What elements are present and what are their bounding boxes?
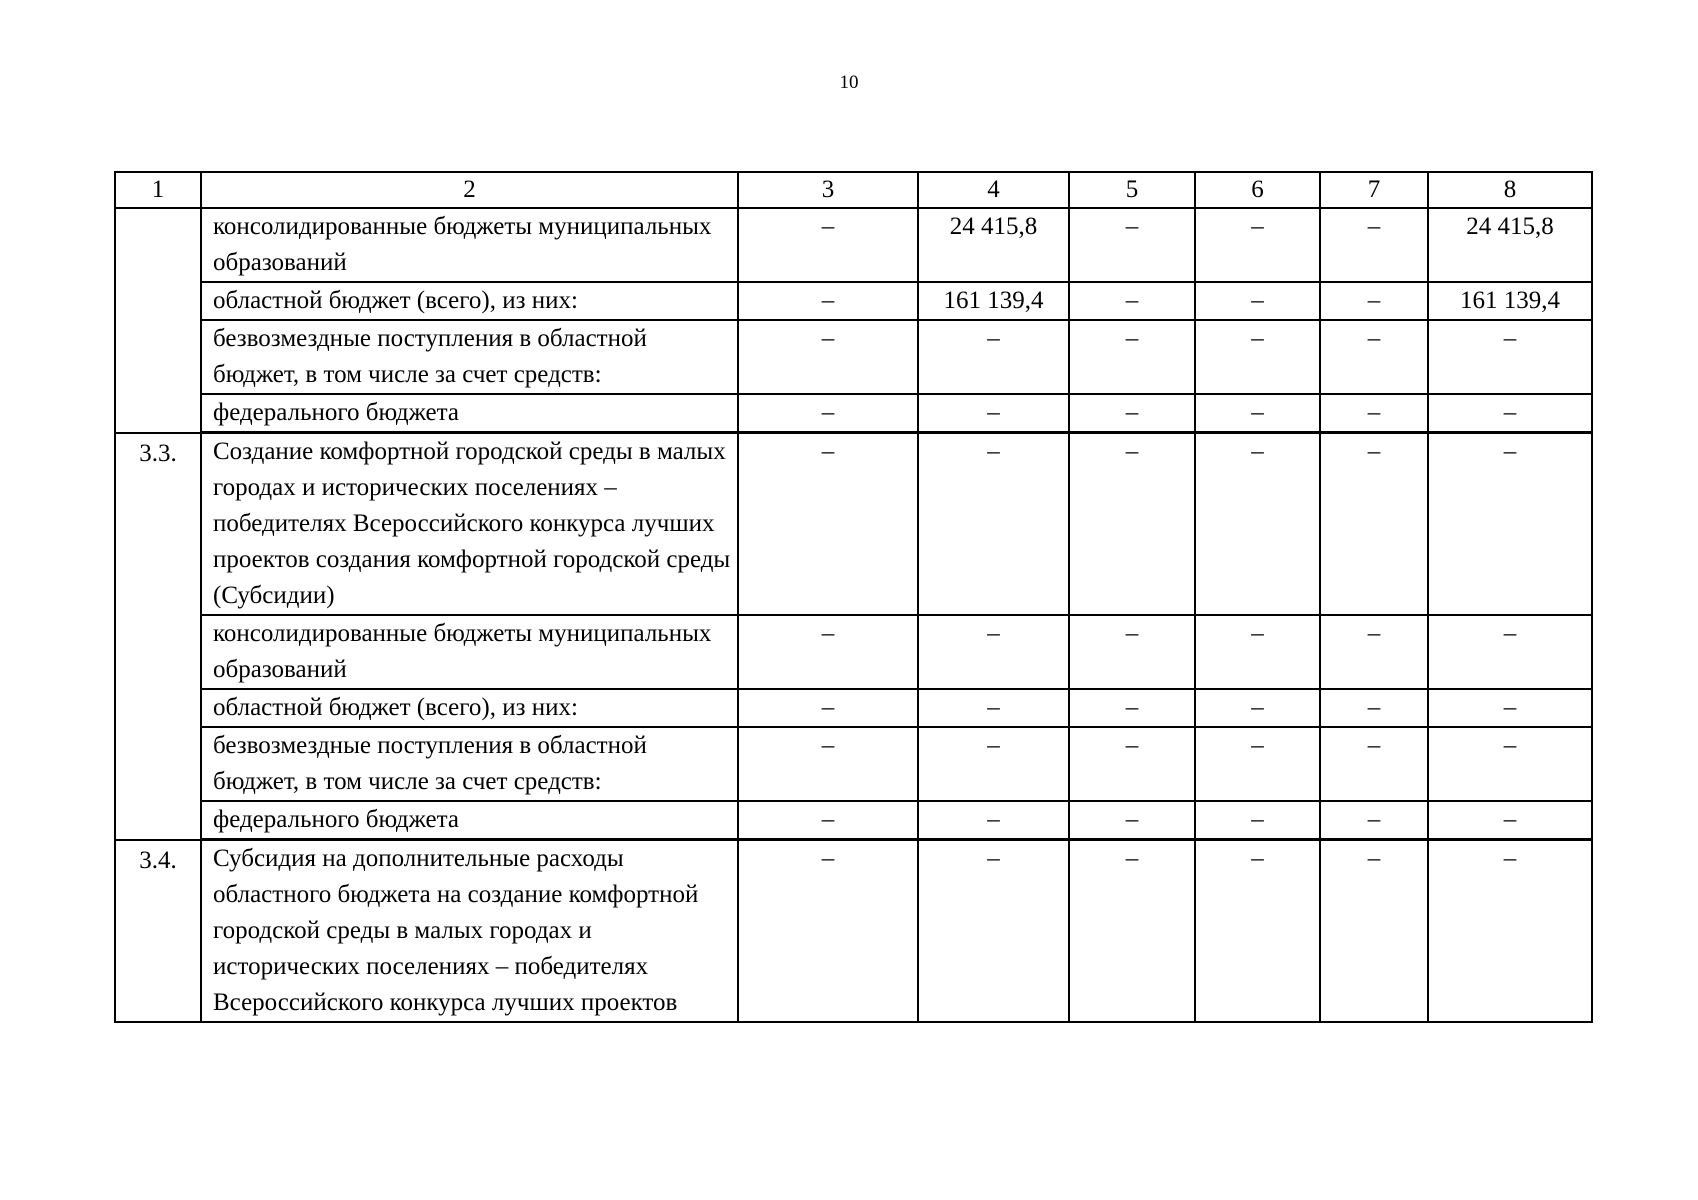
value-cell: – (1428, 801, 1592, 840)
value-cell: – (1195, 320, 1320, 394)
value-cell: – (738, 840, 918, 1023)
header-cell: 6 (1195, 172, 1320, 208)
value-cell: – (918, 840, 1069, 1023)
value-cell: – (1195, 208, 1320, 282)
value-cell: – (738, 320, 918, 394)
row-number-cell: 3.4. (115, 840, 201, 1023)
value-cell: – (1069, 282, 1195, 320)
row-description: областной бюджет (всего), из них: (201, 689, 738, 727)
value-cell: – (1320, 801, 1428, 840)
table-row (115, 840, 1592, 1023)
value-cell: – (738, 801, 918, 840)
value-cell: – (1320, 320, 1428, 394)
value-cell: – (1428, 840, 1592, 1023)
page-number: 10 (839, 72, 859, 93)
row-description: консолидированные бюджеты муниципальных образований (201, 615, 738, 689)
row-description: безвозмездные поступления в областной бюджет, в том числе за счет средств: (201, 727, 738, 801)
table-row (115, 615, 1592, 689)
row-number-cell (115, 208, 201, 433)
value-cell: – (738, 615, 918, 689)
value-cell: – (1428, 320, 1592, 394)
value-cell: – (1069, 615, 1195, 689)
value-cell: – (1320, 727, 1428, 801)
value-cell: – (1195, 840, 1320, 1023)
value-cell: – (1195, 615, 1320, 689)
value-cell: – (1195, 727, 1320, 801)
value-cell: – (738, 433, 918, 616)
value-cell: – (918, 615, 1069, 689)
value-cell: 161 139,4 (1428, 282, 1592, 320)
table-row (115, 689, 1592, 727)
value-cell: – (918, 433, 1069, 616)
value-cell: – (738, 689, 918, 727)
value-cell: – (1069, 394, 1195, 433)
table-header-row (115, 172, 1592, 208)
row-description: консолидированные бюджеты муниципальных образований (201, 208, 738, 282)
value-cell: – (1320, 208, 1428, 282)
value-cell: – (1320, 689, 1428, 727)
value-cell: – (1069, 433, 1195, 616)
row-description: Создание комфортной городской среды в малых городах и исторических поселениях – победителях Всероссийского конкурса лучших проектов создания комфортной городской среды (Субсидии) (201, 433, 738, 616)
value-cell: – (1428, 433, 1592, 616)
header-cell: 8 (1428, 172, 1592, 208)
header-cell: 7 (1320, 172, 1428, 208)
row-number-cell: 3.3. (115, 433, 201, 840)
header-cell: 4 (918, 172, 1069, 208)
value-cell: – (738, 208, 918, 282)
header-cell: 3 (738, 172, 918, 208)
row-description: федерального бюджета (201, 801, 738, 840)
value-cell: – (918, 689, 1069, 727)
row-description: Субсидия на дополнительные расходы областного бюджета на создание комфортной городской среды в малых городах и исторических поселениях – победителях Всероссийского конкурса лучших проектов (201, 840, 738, 1023)
table-row (115, 801, 1592, 840)
value-cell: – (1320, 840, 1428, 1023)
value-cell: – (738, 282, 918, 320)
table-row (115, 208, 1592, 282)
value-cell: – (1069, 801, 1195, 840)
value-cell: – (738, 727, 918, 801)
value-cell: 24 415,8 (1428, 208, 1592, 282)
table-row (115, 727, 1592, 801)
value-cell: – (1320, 615, 1428, 689)
value-cell: – (918, 394, 1069, 433)
value-cell: – (1195, 433, 1320, 616)
table-row (115, 282, 1592, 320)
value-cell: – (1069, 208, 1195, 282)
value-cell: – (1428, 727, 1592, 801)
row-description: безвозмездные поступления в областной бюджет, в том числе за счет средств: (201, 320, 738, 394)
value-cell: – (1320, 282, 1428, 320)
table-row (115, 394, 1592, 433)
value-cell: – (918, 801, 1069, 840)
value-cell: – (738, 394, 918, 433)
value-cell: – (1069, 689, 1195, 727)
value-cell: – (1320, 433, 1428, 616)
header-cell: 1 (115, 172, 201, 208)
header-cell: 5 (1069, 172, 1195, 208)
row-description: областной бюджет (всего), из них: (201, 282, 738, 320)
value-cell: – (1069, 840, 1195, 1023)
value-cell: – (1195, 801, 1320, 840)
value-cell: – (918, 320, 1069, 394)
value-cell: – (1195, 394, 1320, 433)
row-description: федерального бюджета (201, 394, 738, 433)
header-cell: 2 (201, 172, 738, 208)
value-cell: – (1069, 727, 1195, 801)
value-cell: 24 415,8 (918, 208, 1069, 282)
value-cell: – (918, 727, 1069, 801)
value-cell: – (1428, 394, 1592, 433)
value-cell: – (1195, 282, 1320, 320)
value-cell: 161 139,4 (918, 282, 1069, 320)
value-cell: – (1428, 689, 1592, 727)
budget-table (114, 171, 1593, 1023)
value-cell: – (1428, 615, 1592, 689)
table-row (115, 433, 1592, 616)
value-cell: – (1195, 689, 1320, 727)
value-cell: – (1069, 320, 1195, 394)
value-cell: – (1320, 394, 1428, 433)
table-row (115, 320, 1592, 394)
